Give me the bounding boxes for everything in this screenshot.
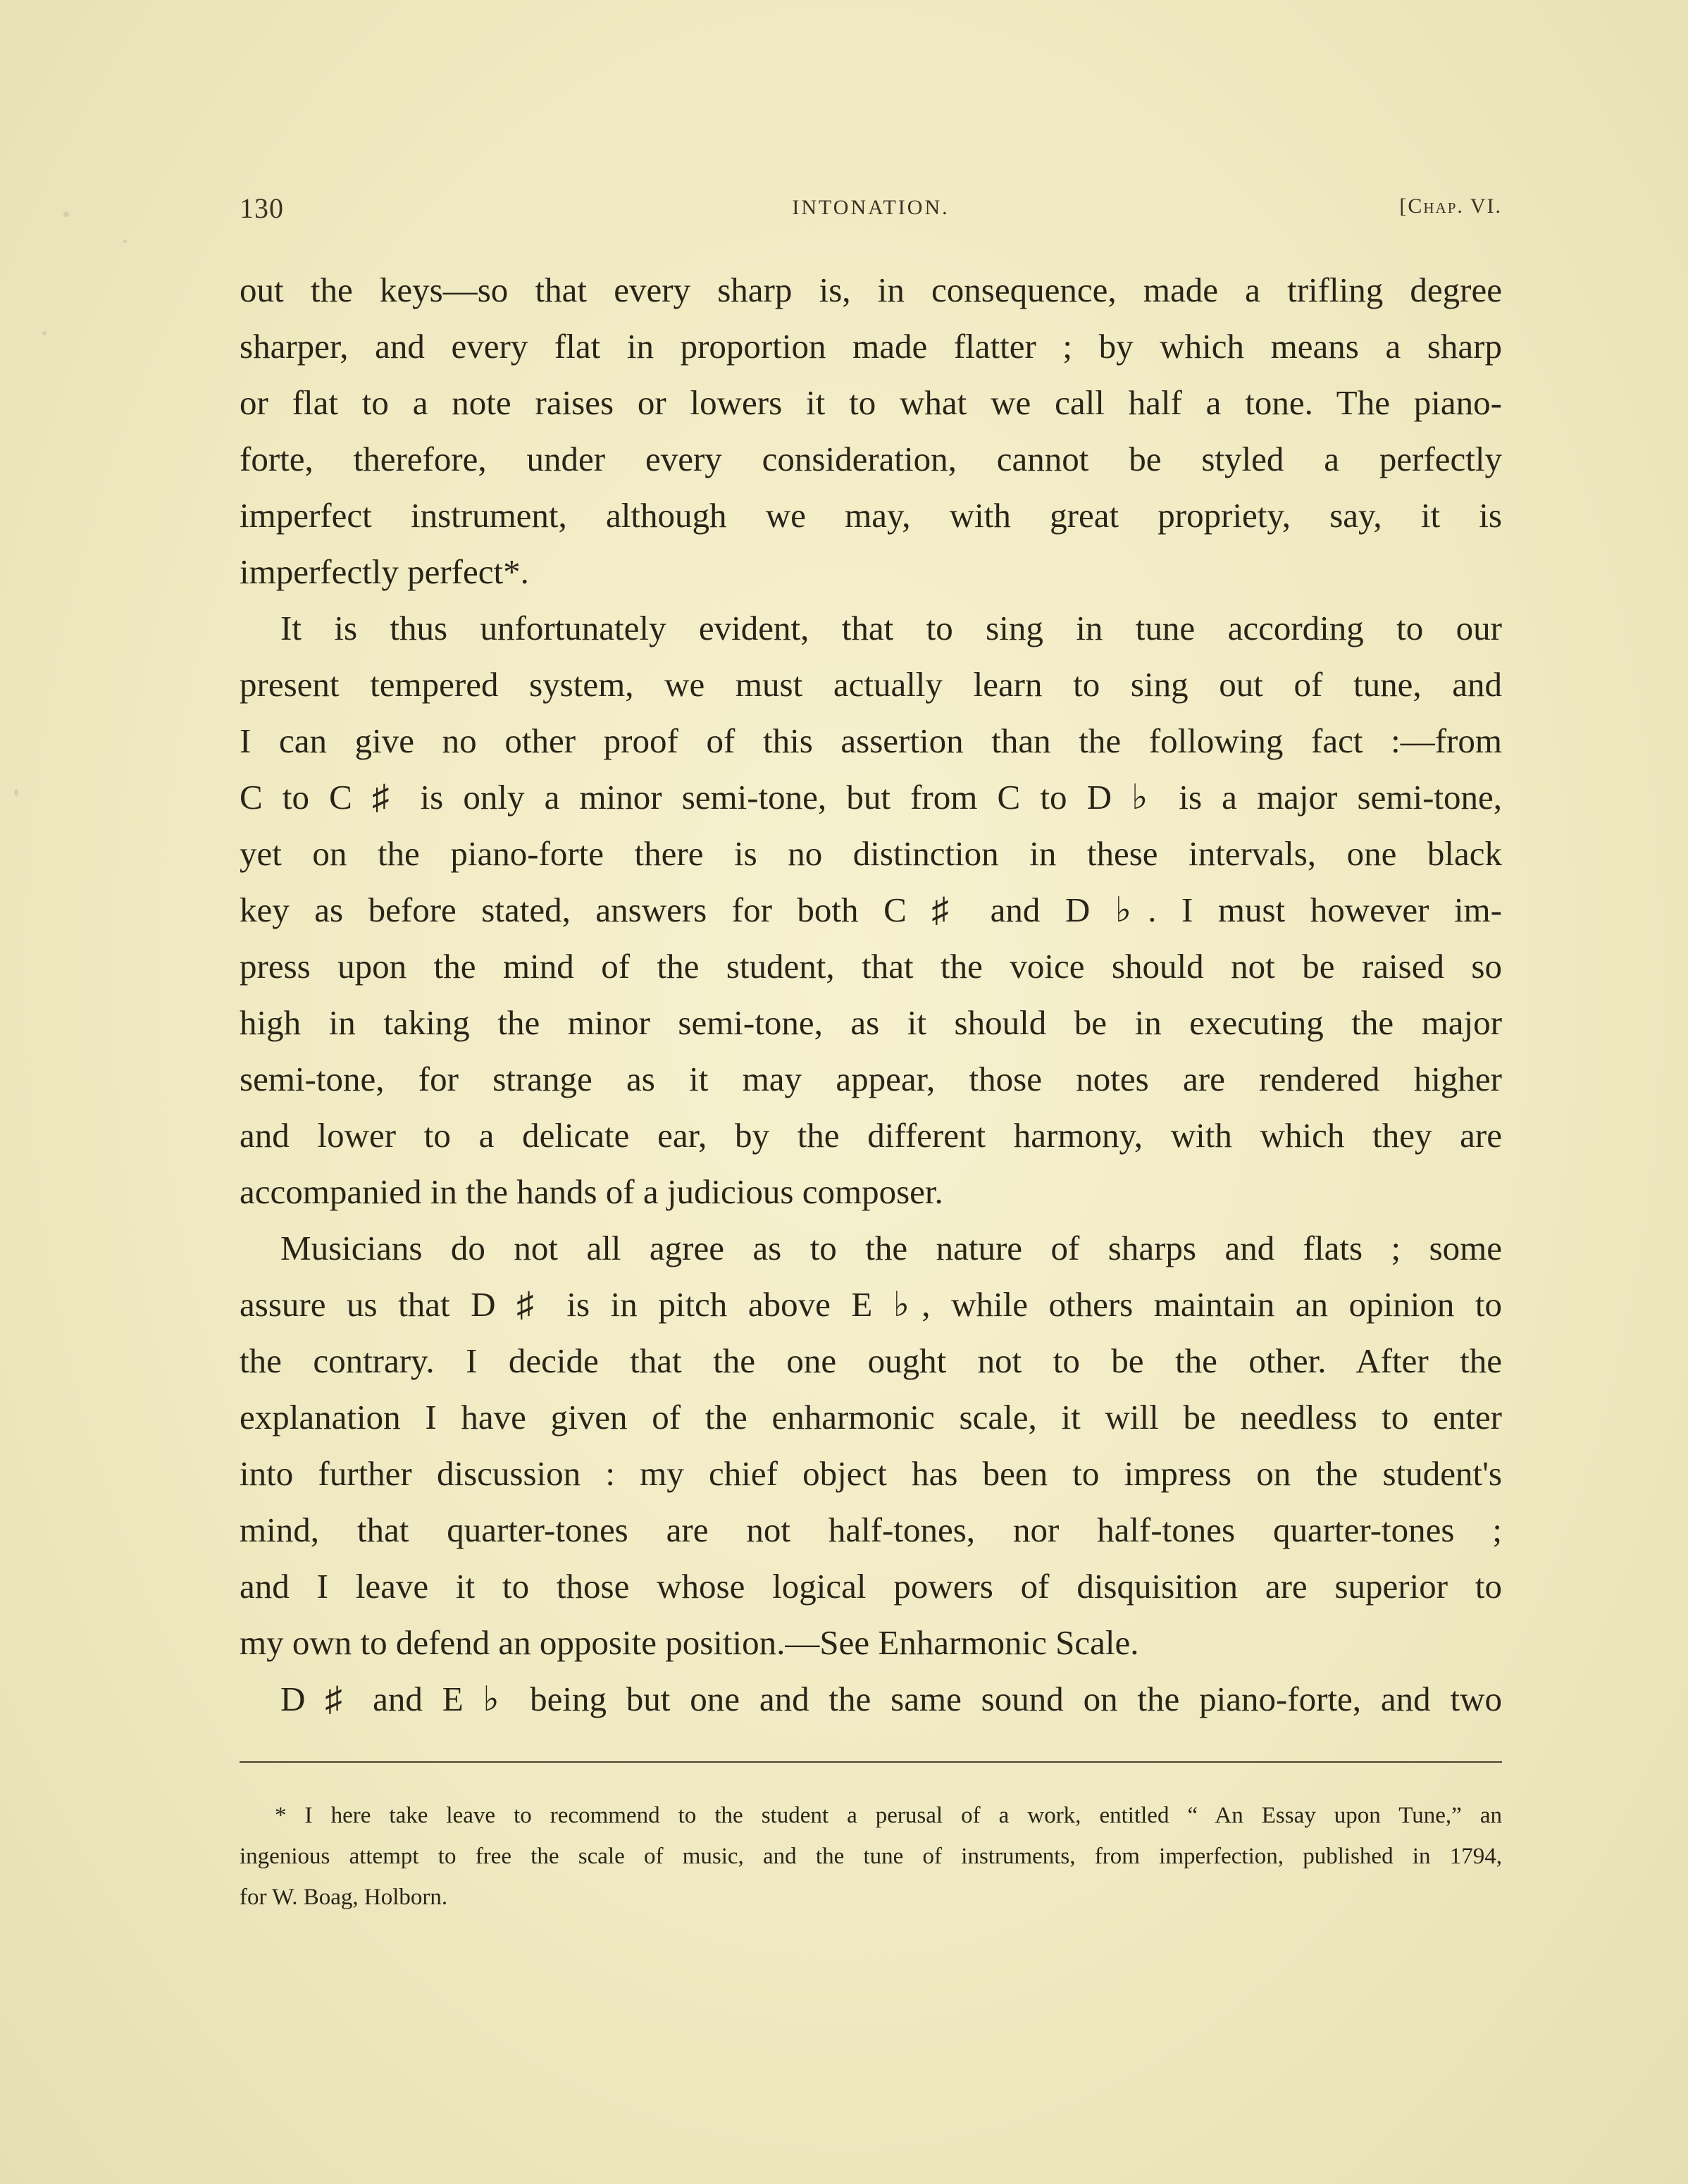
body-line: and I leave it to those whose logical powers of disquisition are superior to [240,1567,1502,1606]
body-line: mind, that quarter-tones are not half-tones, nor half-tones quarter-tones ; [240,1510,1502,1549]
body-line: Musicians do not all agree as to the nature of sharps and flats ; some [280,1229,1502,1267]
body-line: It is thus unfortunately evident, that to sing in tune according to our [280,609,1502,647]
body-line: the contrary. I decide that the one ought not to be the other. After the [240,1341,1502,1380]
body-line: into further discussion : my chief object has been to impress on the student's [240,1454,1502,1493]
body-line: forte, therefore, under every consideration, cannot be styled a perfectly [240,440,1502,478]
footnote-rule [240,1761,1502,1763]
body-line: out the keys—so that every sharp is, in consequence, made a trifling degree [240,271,1502,309]
running-head [240,192,1502,231]
chapter-label: [Chap. VI. [1399,194,1502,218]
body-line: yet on the piano-forte there is no distinction in these intervals, one black [240,834,1502,873]
body-line: semi-tone, for strange as it may appear, those notes are rendered higher [240,1060,1502,1098]
running-title: INTONATION. [792,196,950,219]
paper-speck [42,331,46,335]
body-line: I can give no other proof of this assertion than the following fact :—from [240,721,1502,760]
body-line: assure us that D ♯ is in pitch above E ♭, while others maintain an opinion to [240,1285,1502,1324]
body-line: my own to defend an opposite position.—See Enharmonic Scale. [240,1623,1139,1662]
footnote-line: ingenious attempt to free the scale of music, and the tune of instruments, from imperfection, published in 1794, [240,1844,1502,1869]
body-line: D ♯ and E ♭ being but one and the same sound on the piano-forte, and two [280,1680,1502,1718]
body-line: key as before stated, answers for both C ♯ and D ♭. I must however im- [240,891,1502,929]
body-line: high in taking the minor semi-tone, as it should be in executing the major [240,1003,1502,1042]
body-line: explanation I have given of the enharmonic scale, it will be needless to enter [240,1398,1502,1437]
body-line: imperfect instrument, although we may, with great propriety, say, it is [240,496,1502,535]
page-number: 130 [240,192,284,224]
footnote-line: * I here take leave to recommend to the student a perusal of a work, entitled “ An Essay upon Tune,” an [275,1803,1502,1828]
body-line: C to C ♯ is only a minor semi-tone, but from C to D ♭ is a major semi-tone, [240,778,1502,817]
paper-speck [14,789,18,796]
body-line: and lower to a delicate ear, by the different harmony, with which they are [240,1116,1502,1155]
body-line: accompanied in the hands of a judicious composer. [240,1172,943,1211]
body-text [240,262,1502,1727]
footnote [240,1795,1502,1918]
body-line: sharper, and every flat in proportion made flatter ; by which means a sharp [240,327,1502,366]
paper-speck [123,240,127,243]
body-line: press upon the mind of the student, that the voice should not be raised so [240,947,1502,986]
body-line: or flat to a note raises or lowers it to what we call half a tone. The piano- [240,383,1502,422]
paper-speck [63,211,69,217]
footnote-line: for W. Boag, Holborn. [240,1885,448,1910]
body-line: imperfectly perfect*. [240,552,529,591]
body-line: present tempered system, we must actually learn to sing out of tune, and [240,665,1502,704]
